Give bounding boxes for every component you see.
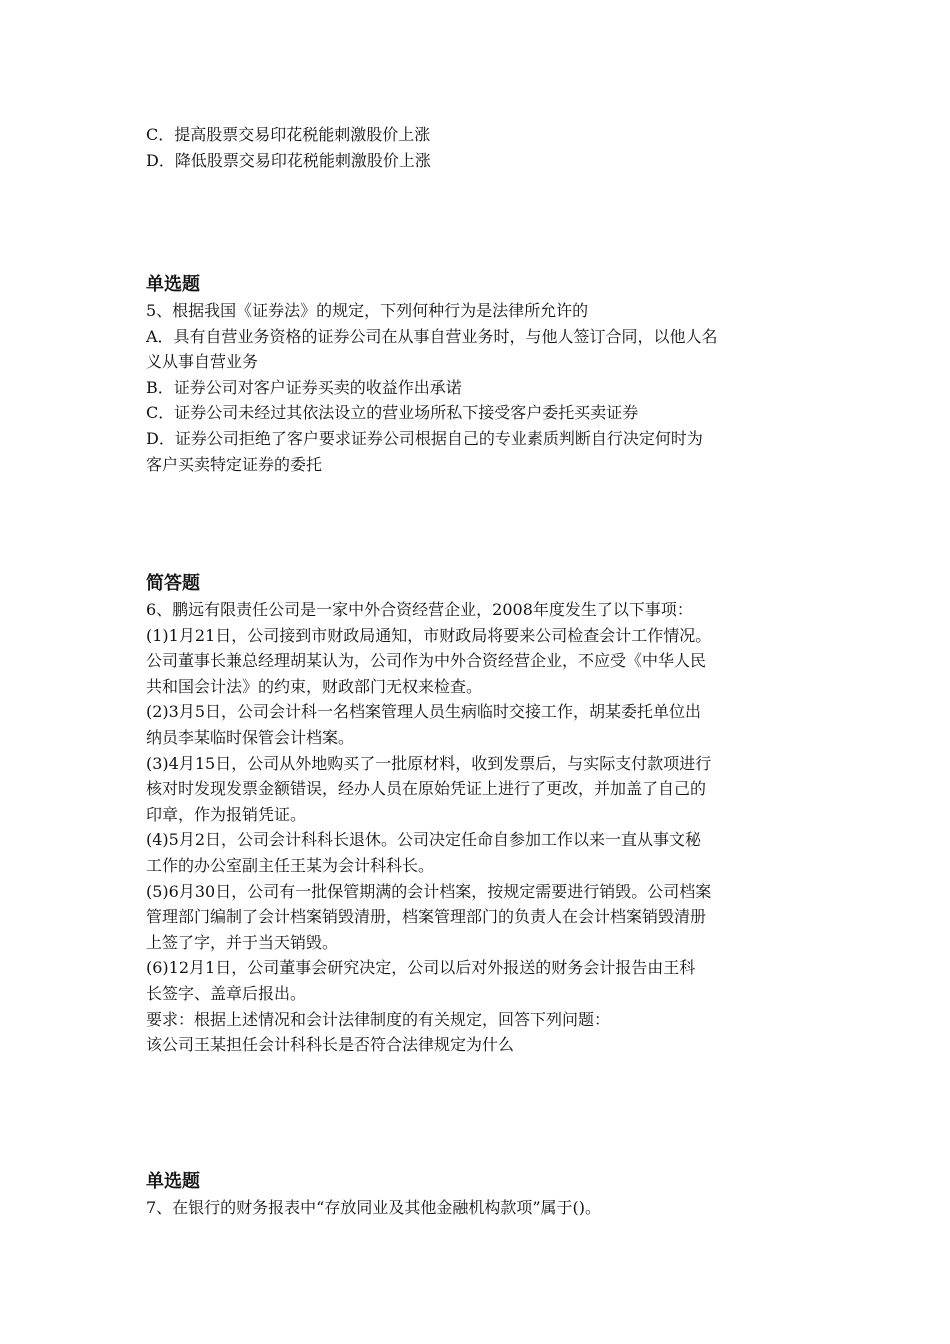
event-6-cont: 长签字、盖章后报出。 [146,983,307,1003]
question-5 [146,272,816,477]
event-5: (5)6月30日，公司有一批保管期满的会计档案，按规定需要进行销毁。公司档案 [146,881,712,901]
question-7 [146,1169,816,1221]
question-stem: 7、在银行的财务报表中“存放同业及其他金融机构款项”属于()。 [146,1198,602,1217]
option-d-cont: 客户买卖特定证券的委托 [146,454,323,474]
option-a: A．具有自营业务资格的证券公司在从事自营业务时，与他人签订合同，以他人名 [146,326,718,346]
event-3-cont: 印章，作为报销凭证。 [146,804,307,824]
option-d: D．证券公司拒绝了客户要求证券公司根据自己的专业素质判断自行决定何时为 [146,428,703,448]
option-a-cont: 义从事自营业务 [146,352,259,372]
event-5-cont: 上签了字，并于当天销毁。 [146,932,339,952]
event-1-cont: 共和国会计法》的约束，财政部门无权来检查。 [146,676,483,696]
event-3: (3)4月15日，公司从外地购买了一批原材料，收到发票后，与实际支付款项进行 [146,753,712,773]
question-type-heading: 简答题 [146,573,200,594]
event-3-cont: 核对时发现发票金额错误，经办人员在原始凭证上进行了更改，并加盖了自己的 [146,779,707,799]
option-b: B．证券公司对客户证券买卖的收益作出承诺 [146,377,462,397]
event-2: (2)3月5日，公司会计科一名档案管理人员生病临时交接工作，胡某委托单位出 [146,702,702,722]
question-4-options [146,122,816,173]
event-1-cont: 公司董事长兼总经理胡某认为，公司作为中外合资经营企业，不应受《中华人民 [146,651,707,671]
event-1: (1)1月21日，公司接到市财政局通知，市财政局将要来公司检查会计工作情况。 [146,625,712,645]
question-type-heading: 单选题 [146,1171,200,1192]
event-6: (6)12月1日，公司董事会研究决定，公司以后对外报送的财务会计报告由王科 [146,958,696,978]
option-c: C．证券公司未经过其依法设立的营业场所私下接受客户委托买卖证券 [146,403,639,423]
event-4: (4)5月2日，公司会计科科长退休。公司决定任命自参加工作以来一直从事文秘 [146,830,702,850]
event-5-cont: 管理部门编制了会计档案销毁清册，档案管理部门的负责人在会计档案销毁清册 [146,907,707,927]
option-d: D．降低股票交易印花税能刺激股价上涨 [146,150,431,170]
question-6 [146,571,816,1058]
option-c: C．提高股票交易印花税能刺激股价上涨 [146,125,431,144]
event-2-cont: 纳员李某临时保管会计档案。 [146,727,355,747]
question-type-heading: 单选题 [146,274,200,295]
sub-question: 该公司王某担任会计科科长是否符合法律规定为什么 [146,1035,515,1055]
question-stem: 5、根据我国《证券法》的规定，下列何种行为是法律所允许的 [146,301,589,320]
question-stem: 6、鹏远有限责任公司是一家中外合资经营企业，2008年度发生了以下事项： [146,600,693,619]
requirement: 要求：根据上述情况和会计法律制度的有关规定，回答下列问题： [146,1009,611,1029]
event-4-cont: 工作的办公室副主任王某为会计科科长。 [146,855,435,875]
